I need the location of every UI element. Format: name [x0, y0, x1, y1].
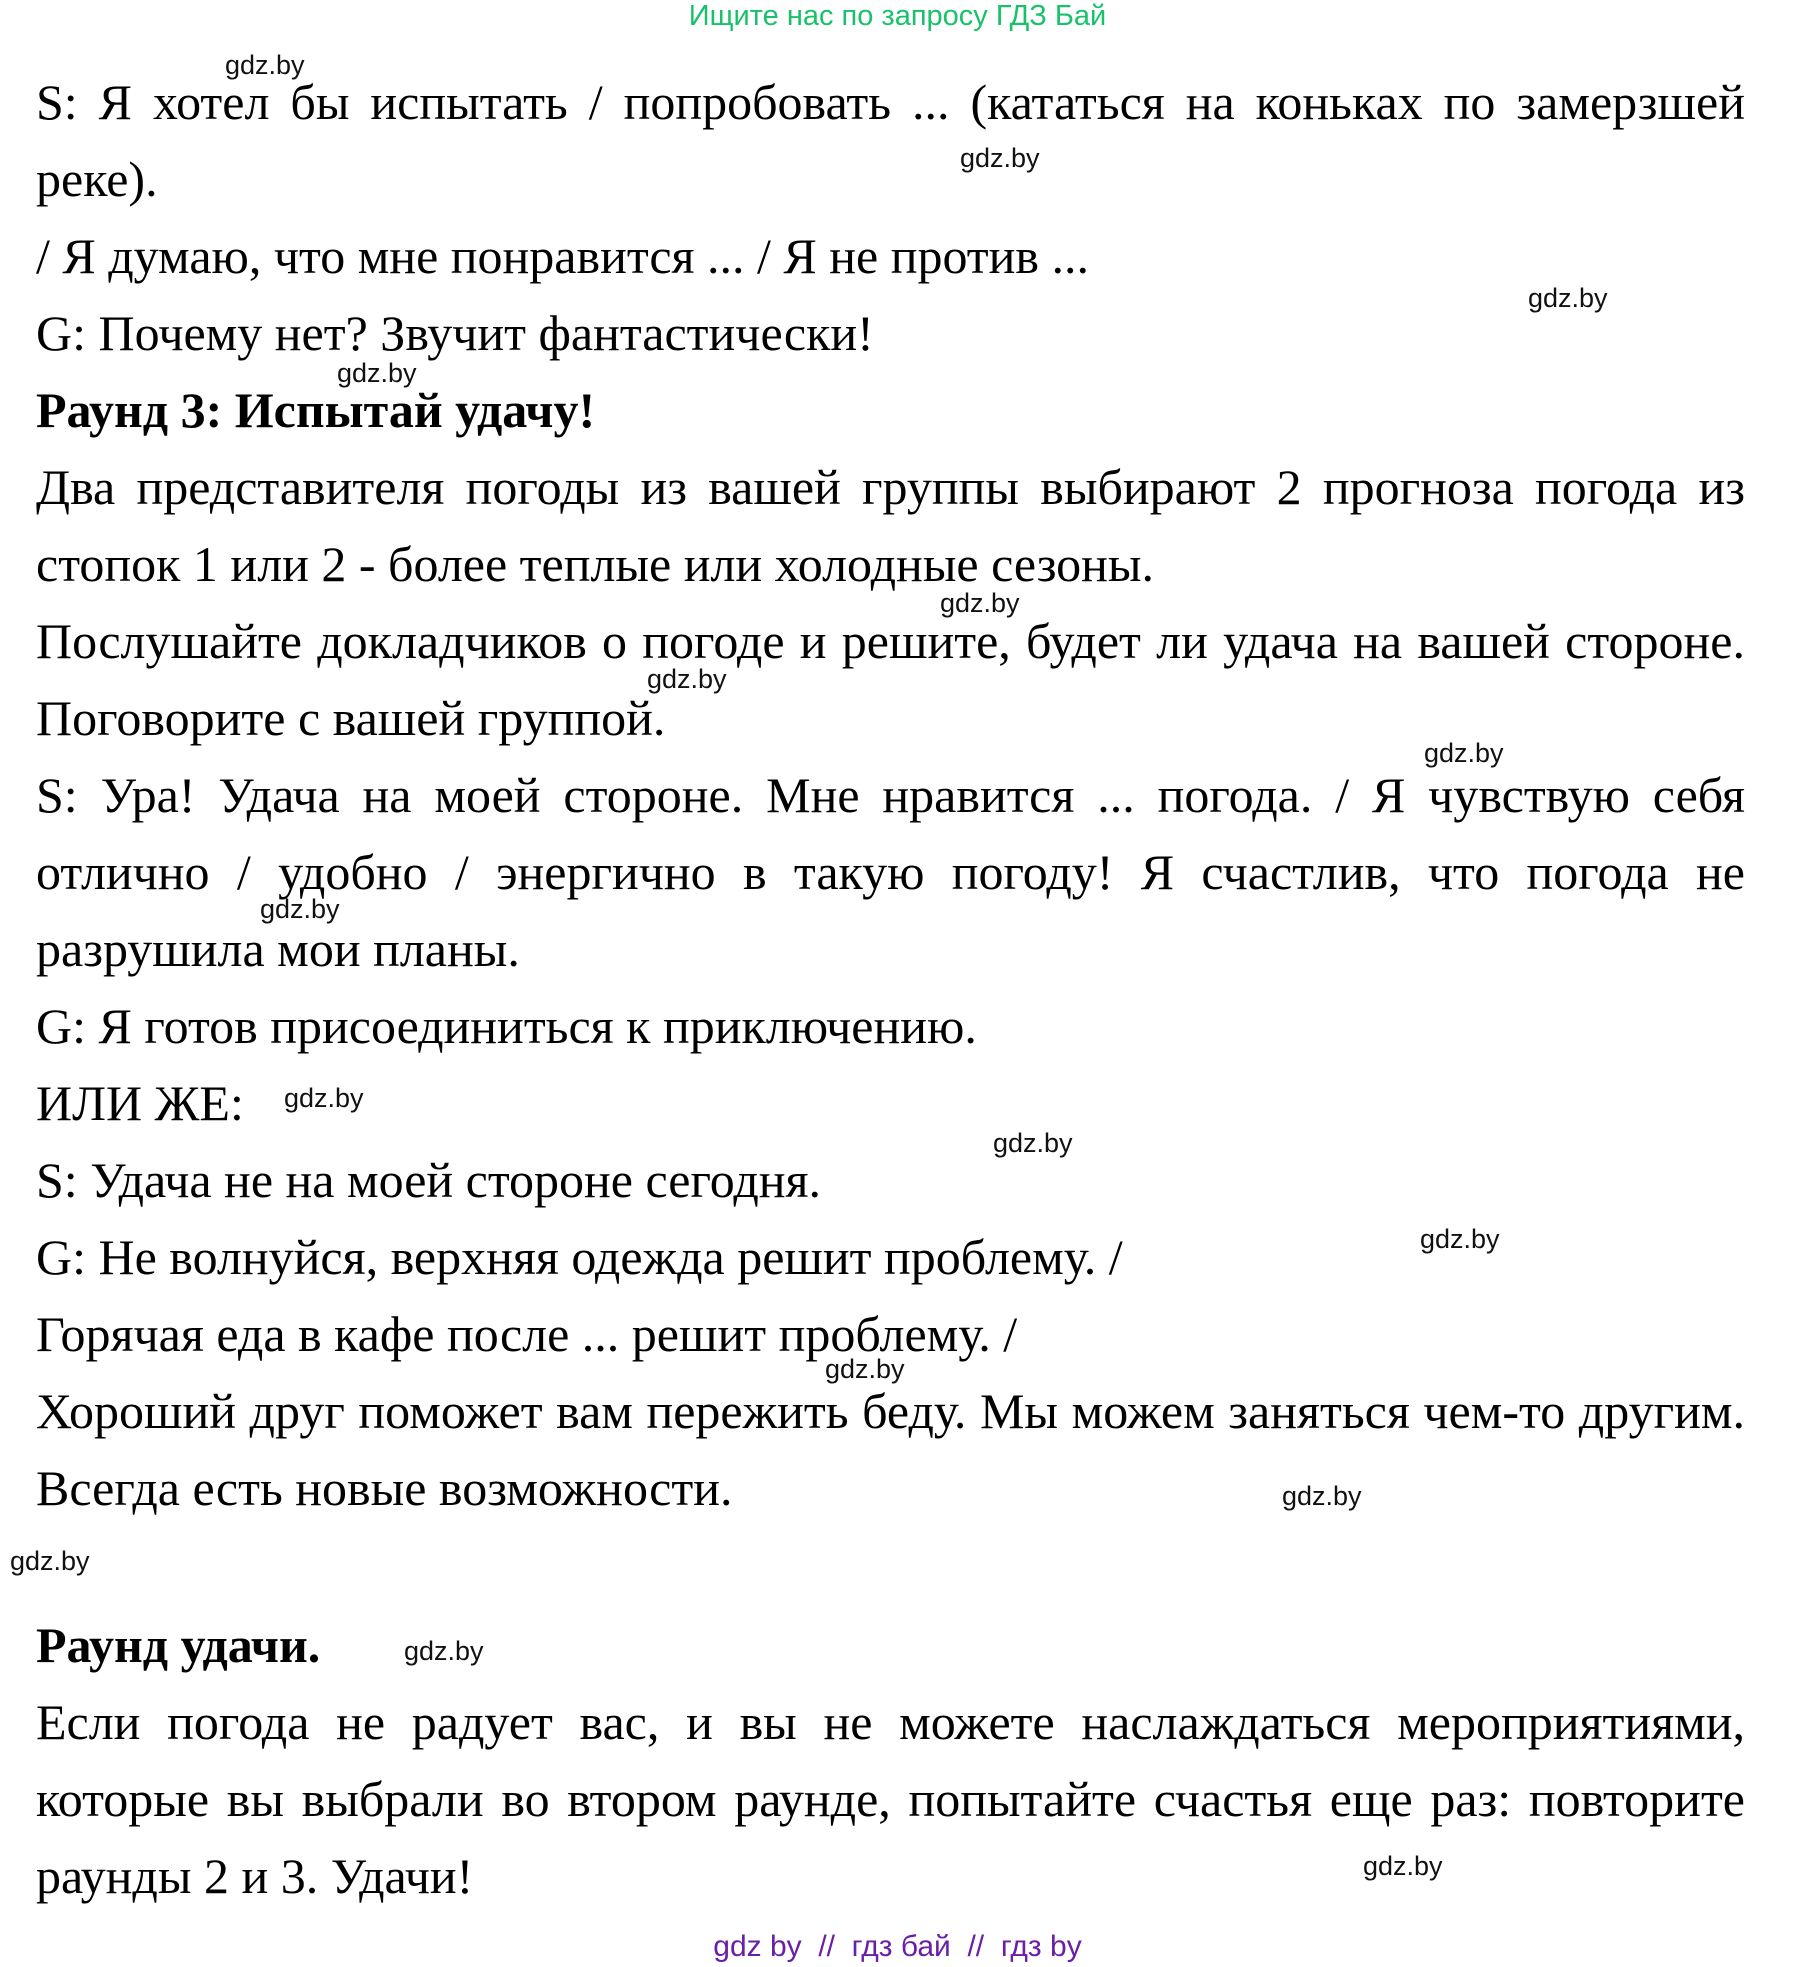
watermark: gdz.by: [225, 50, 305, 80]
dialogue-line: G: Почему нет? Звучит фантастически!: [36, 305, 874, 361]
section-spacer: [36, 1527, 1745, 1607]
watermark: gdz.by: [993, 1128, 1073, 1158]
dialogue-line: S: Ура! Удача на моей стороне. Мне нравится ... погода. / Я чувствую себя отлично / удобно / энергично в такую погоду! Я счастлив, что погода не разрушила мои планы.: [36, 767, 1745, 977]
watermark: gdz.by: [1282, 1481, 1362, 1511]
dialogue-line: G: Не волнуйся, верхняя одежда решит проблему. /: [36, 1229, 1123, 1285]
watermark: gdz.by: [960, 143, 1040, 173]
watermark: gdz.by: [825, 1354, 905, 1384]
footer-watermark: gdz by // гдз бай // гдз by: [713, 1930, 1082, 1963]
instruction-paragraph: Два представителя погоды из вашей группы выбирают 2 прогноза погода из стопок 1 или 2 - более теплые или холодные сезоны.: [36, 459, 1745, 592]
top-banner: Ищите нас по запросу ГДЗ Бай: [688, 0, 1107, 32]
dialogue-line: G: Я готов присоединиться к приключению.: [36, 998, 977, 1054]
section-heading-luck-round: Раунд удачи.: [36, 1617, 321, 1673]
watermark: gdz.by: [10, 1546, 90, 1576]
instruction-paragraph: Послушайте докладчиков о погоде и решите, будет ли удача на вашей стороне. Поговорите с вашей группой.: [36, 613, 1745, 746]
watermark: gdz.by: [284, 1083, 364, 1113]
watermark: gdz.by: [1424, 738, 1504, 768]
watermark: gdz.by: [1420, 1224, 1500, 1254]
dialogue-line: Горячая еда в кафе после ... решит проблему. /: [36, 1306, 1018, 1362]
dialogue-line: / Я думаю, что мне понравится ... / Я не против ...: [36, 228, 1090, 284]
watermark: gdz.by: [1528, 283, 1608, 313]
alternative-label: ИЛИ ЖЕ:: [36, 1075, 244, 1131]
watermark: gdz.by: [1363, 1851, 1443, 1881]
dialogue-line: Хороший друг поможет вам пережить беду. Мы можем заняться чем-то другим. Всегда есть новые возможности.: [36, 1383, 1745, 1516]
watermark: gdz.by: [647, 664, 727, 694]
instruction-paragraph: Если погода не радует вас, и вы не можете наслаждаться мероприятиями, которые вы выбрали во втором раунде, попытайте счастья еще раз: повторите раунды 2 и 3. Удачи!: [36, 1694, 1745, 1904]
document-body: [36, 64, 1745, 1915]
dialogue-line: S: Удача не на моей стороне сегодня.: [36, 1152, 822, 1208]
dialogue-line: S: Я хотел бы испытать / попробовать ... (кататься на коньках по замерзшей реке).: [36, 74, 1745, 207]
watermark: gdz.by: [337, 358, 417, 388]
watermark: gdz.by: [940, 588, 1020, 618]
watermark: gdz.by: [404, 1636, 484, 1666]
section-heading-round-3: Раунд 3: Испытай удачу!: [36, 382, 596, 438]
watermark: gdz.by: [260, 894, 340, 924]
